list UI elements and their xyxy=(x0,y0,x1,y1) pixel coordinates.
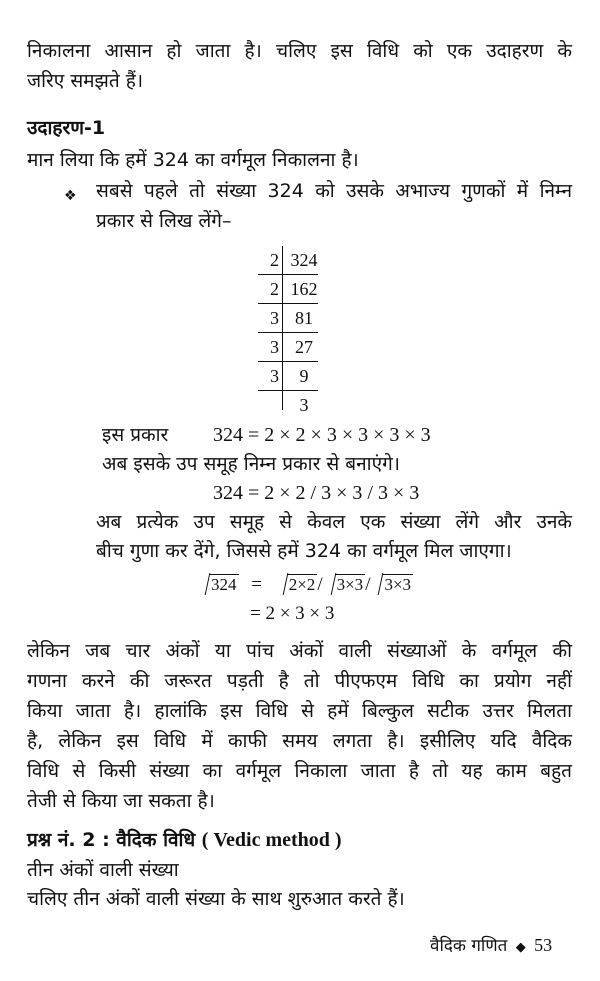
sqrt-equation xyxy=(197,571,413,599)
ladder-row xyxy=(255,362,325,391)
para-line-3: किया जाता है। हालांकि इस विधि से हमें बिल्कुल सटीक उत्तर मिलता xyxy=(27,700,572,722)
ladder-row xyxy=(255,246,325,275)
assume-line: मान लिया कि हमें 324 का वर्गमूल निकालना है। xyxy=(27,149,359,171)
bullet-line-1: सबसे पहले तो संख्या 324 को उसके अभाज्य गुणकों में निम्न xyxy=(96,180,572,202)
intro-line-2: जरिए समझते हैं। xyxy=(27,70,144,92)
sqrt-term: 3×3 xyxy=(370,571,413,599)
ladder-value: 27 xyxy=(295,337,313,357)
para-line-5: विधि से किसी संख्या का वर्गमूल निकाला जाता है तो यह काम बहुत xyxy=(27,760,572,782)
bullet-diamond-icon: ❖ xyxy=(64,188,77,204)
sub-heading: तीन अंकों वाली संख्या xyxy=(27,859,179,881)
ladder-row xyxy=(255,391,325,420)
sqrt-lhs: 324 xyxy=(197,571,239,599)
bullet-line-2: प्रकार से लिख लेंगे– xyxy=(96,210,232,232)
question-heading-english: ( Vedic method ) xyxy=(201,829,342,851)
equation-2: 324 = 2 × 2 / 3 × 3 / 3 × 3 xyxy=(213,482,420,504)
ladder-divisor: 3 xyxy=(270,337,279,357)
ladder-row xyxy=(255,275,325,304)
para-line-1: लेकिन जब चार अंकों या पांच अंकों वाली संख्याओं के वर्गमूल की xyxy=(27,640,572,662)
sqrt-term: 2×2 xyxy=(275,571,318,599)
slash: / xyxy=(365,574,371,595)
intro-line-1: निकालना आसान हो जाता है। चलिए इस विधि को एक उदाहरण के xyxy=(27,40,572,62)
para-line-4: है, लेकिन इस विधि में काफी समय लगता है। इसीलिए यदि वैदिक xyxy=(27,730,572,752)
page-number: 53 xyxy=(534,935,553,955)
equation-1: 324 = 2 × 2 × 3 × 3 × 3 × 3 xyxy=(213,424,431,446)
equals-sign: = xyxy=(251,574,262,595)
each-group-line-1: अब प्रत्येक उप समूह से केवल एक संख्या लेंगे और उनके xyxy=(96,511,572,533)
group-line: अब इसके उप समूह निम्न प्रकार से बनाएंगे। xyxy=(102,453,400,475)
slash: / xyxy=(317,574,323,595)
para-line-6: तेजी से किया जा सकता है। xyxy=(27,790,215,812)
ladder-value: 9 xyxy=(299,366,309,386)
prime-factor-ladder xyxy=(255,246,325,420)
question-heading-hindi: प्रश्न नं. 2 : वैदिक विधि xyxy=(27,829,196,851)
para-line-2: गणना करने की जरूरत पड़ती है तो पीएफएम विधि का प्रयोग नहीं xyxy=(27,670,572,692)
sqrt-term: 3×3 xyxy=(323,571,366,599)
ladder-divisor: 3 xyxy=(270,366,279,386)
ladder-value: 3 xyxy=(299,395,309,415)
ladder-divisor: 2 xyxy=(270,279,279,299)
ladder-value: 324 xyxy=(290,250,318,270)
ladder-divisor: 3 xyxy=(270,308,279,328)
ladder-value: 162 xyxy=(290,279,318,299)
footer-title: वैदिक गणित xyxy=(430,936,508,956)
footer-diamond-icon: ◆ xyxy=(515,940,526,955)
question-heading xyxy=(27,825,572,855)
example-heading: उदाहरण-1 xyxy=(27,117,106,139)
last-line: चलिए तीन अंकों वाली संख्या के साथ शुरुआत करते हैं। xyxy=(27,888,405,910)
eq1-label: इस प्रकार xyxy=(102,424,169,446)
each-group-line-2: बीच गुणा कर देंगे, जिससे हमें 324 का वर्गमूल मिल जाएगा। xyxy=(96,540,512,562)
ladder-row xyxy=(255,333,325,362)
ladder-row xyxy=(255,304,325,333)
sqrt-result: = 2 × 3 × 3 xyxy=(250,603,335,624)
ladder-divisor: 2 xyxy=(270,250,279,270)
page-footer xyxy=(430,931,552,962)
ladder-value: 81 xyxy=(295,308,313,328)
